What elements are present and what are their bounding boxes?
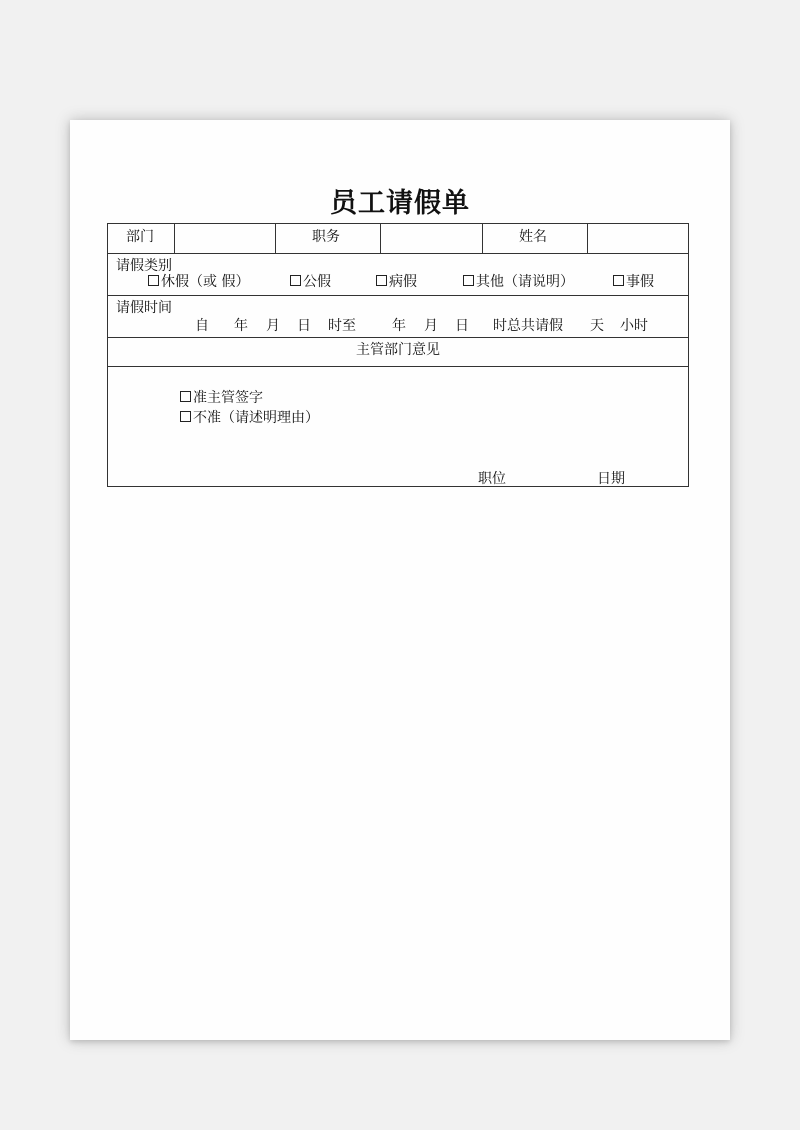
- leave-option-official[interactable]: 公假: [290, 273, 331, 291]
- day-word: 日: [455, 318, 469, 334]
- leave-time-label: 请假时间: [116, 300, 172, 316]
- leave-type-label: 请假类别: [116, 258, 172, 274]
- checkbox-icon[interactable]: [148, 275, 159, 286]
- checkbox-icon[interactable]: [376, 275, 387, 286]
- hour-total-word: 时总共请假: [493, 318, 563, 334]
- position-label: 职务: [276, 224, 381, 253]
- hours-word: 小时: [620, 318, 648, 334]
- leave-option-personal[interactable]: 事假: [613, 273, 654, 291]
- leave-option-sick[interactable]: 病假: [376, 273, 417, 291]
- year-word: 年: [392, 318, 406, 334]
- department-label: 部门: [108, 224, 175, 253]
- approver-position-label: 职位: [478, 471, 506, 487]
- opinion-header-row: [108, 338, 688, 367]
- form-title: 员工请假单: [330, 188, 470, 219]
- day-word: 日: [297, 318, 311, 334]
- info-row: [108, 224, 688, 254]
- leave-option-other[interactable]: 其他（请说明）: [463, 273, 574, 291]
- month-word: 月: [266, 318, 280, 334]
- approval-date-label: 日期: [597, 471, 625, 487]
- year-word: 年: [234, 318, 248, 334]
- approve-option[interactable]: 准主管签字: [180, 389, 263, 407]
- checkbox-icon[interactable]: [180, 411, 191, 422]
- checkbox-icon[interactable]: [463, 275, 474, 286]
- reject-option[interactable]: 不准（请述明理由）: [180, 409, 319, 427]
- checkbox-icon[interactable]: [290, 275, 301, 286]
- month-word: 月: [424, 318, 438, 334]
- department-field[interactable]: [175, 224, 276, 253]
- leave-form-table: [107, 223, 689, 487]
- position-field[interactable]: [381, 224, 483, 253]
- from-word: 自: [195, 318, 209, 334]
- opinion-header: 主管部门意见: [356, 342, 440, 358]
- leave-type-row: [108, 254, 688, 296]
- checkbox-icon[interactable]: [613, 275, 624, 286]
- document-page: [70, 120, 730, 1040]
- leave-time-row: [108, 296, 688, 338]
- hour-until-word: 时至: [328, 318, 356, 334]
- name-label: 姓名: [483, 224, 588, 253]
- name-field[interactable]: [588, 224, 688, 253]
- leave-option-vacation[interactable]: 休假（或 假）: [148, 273, 249, 291]
- approval-row: [108, 367, 688, 486]
- checkbox-icon[interactable]: [180, 391, 191, 402]
- days-word: 天: [590, 318, 604, 334]
